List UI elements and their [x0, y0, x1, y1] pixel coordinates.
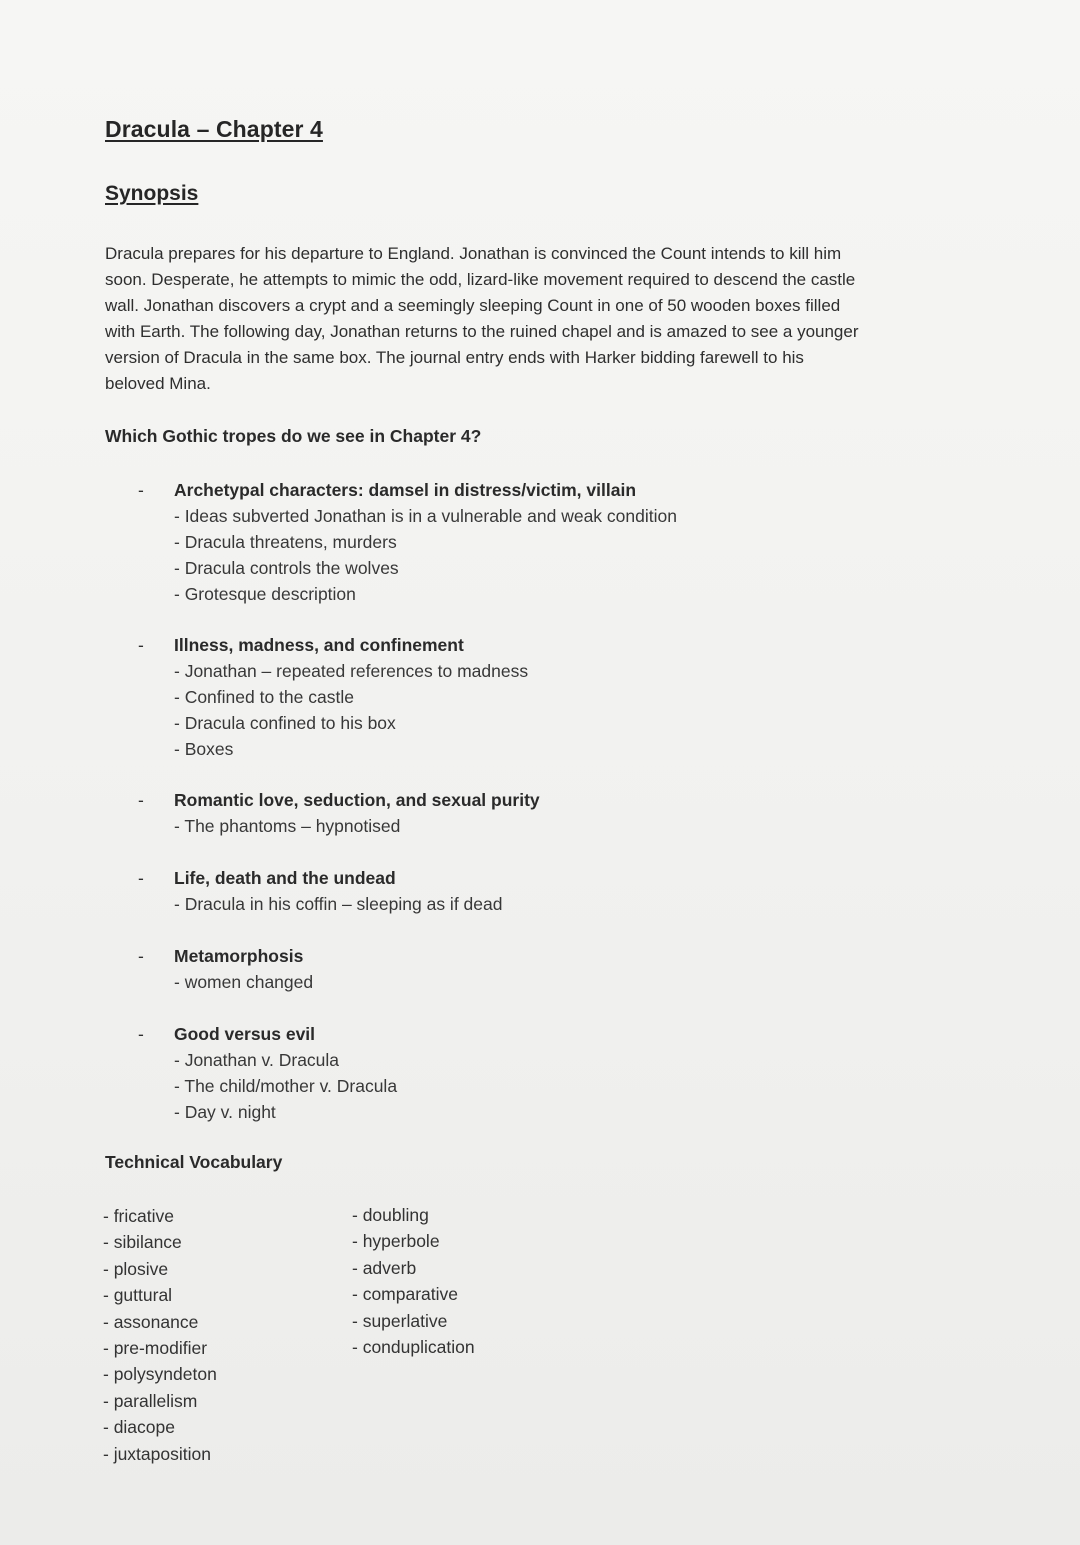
trope-point: - Dracula controls the wolves — [174, 558, 399, 578]
vocabulary-item: - adverb — [352, 1257, 417, 1278]
trope-item — [138, 787, 540, 839]
trope-point: - Ideas subverted Jonathan is in a vulnerable and weak condition — [174, 506, 677, 526]
trope-heading: Life, death and the undead — [174, 868, 396, 888]
vocabulary-item: - assonance — [103, 1311, 199, 1332]
bullet-dash: - — [138, 868, 144, 888]
trope-heading: Archetypal characters: damsel in distress/victim, villain — [174, 480, 637, 500]
synopsis-line: version of Dracula in the same box. The journal entry ends with Harker bidding farewell to his — [105, 348, 804, 367]
synopsis-paragraph — [105, 241, 975, 397]
trope-point: - The child/mother v. Dracula — [174, 1076, 398, 1096]
vocabulary-list-left — [103, 1203, 217, 1467]
synopsis-line: with Earth. The following day, Jonathan returns to the ruined chapel and is amazed to see a younger — [105, 322, 859, 341]
bullet-dash: - — [138, 1024, 144, 1044]
bullet-dash: - — [138, 480, 144, 500]
vocabulary-item: - plosive — [103, 1258, 169, 1279]
bullet-dash: - — [138, 790, 144, 810]
vocabulary-item: - fricative — [103, 1206, 174, 1226]
vocabulary-item: - hyperbole — [352, 1231, 440, 1252]
synopsis-line: beloved Mina. — [105, 374, 211, 393]
trope-heading: Illness, madness, and confinement — [174, 635, 464, 655]
bullet-dash: - — [138, 946, 144, 966]
vocabulary-list-right — [352, 1202, 475, 1360]
vocabulary-heading: Technical Vocabulary — [105, 1152, 283, 1172]
synopsis-line: Dracula prepares for his departure to England. Jonathan is convinced the Count intends to kill him — [105, 244, 842, 263]
synopsis-heading: Synopsis — [105, 182, 199, 205]
trope-point: - Jonathan – repeated references to madness — [174, 661, 529, 681]
trope-point: - Confined to the castle — [174, 687, 354, 707]
page-title: Dracula – Chapter 4 — [105, 116, 323, 142]
trope-heading: Metamorphosis — [174, 946, 304, 966]
vocabulary-item: - polysyndeton — [103, 1364, 217, 1385]
trope-point: - women changed — [174, 972, 314, 992]
vocabulary-item: - sibilance — [103, 1232, 182, 1253]
vocabulary-item: - conduplication — [352, 1337, 475, 1358]
synopsis-line: wall. Jonathan discovers a crypt and a seemingly sleeping Count in one of 50 wooden boxes filled — [105, 296, 841, 315]
trope-point: - The phantoms – hypnotised — [174, 816, 401, 836]
synopsis-line: soon. Desperate, he attempts to mimic the odd, lizard-like movement required to descend the castle — [105, 270, 856, 289]
trope-heading: Good versus evil — [174, 1024, 316, 1044]
trope-point: - Boxes — [174, 739, 234, 759]
trope-item — [138, 943, 313, 995]
trope-point: - Dracula in his coffin – sleeping as if dead — [174, 894, 503, 914]
trope-point: - Grotesque description — [174, 584, 356, 604]
trope-point: - Day v. night — [174, 1102, 276, 1122]
trope-heading: Romantic love, seduction, and sexual purity — [174, 790, 540, 810]
vocabulary-item: - juxtaposition — [103, 1443, 211, 1464]
tropes-question-heading: Which Gothic tropes do we see in Chapter 4? — [105, 426, 482, 446]
vocabulary-item: - comparative — [352, 1284, 459, 1305]
trope-item — [138, 1021, 397, 1125]
vocabulary-item: - parallelism — [103, 1390, 198, 1411]
trope-item — [138, 865, 502, 917]
vocabulary-item: - superlative — [352, 1310, 448, 1331]
trope-point: - Dracula confined to his box — [174, 713, 396, 733]
vocabulary-item: - doubling — [352, 1205, 429, 1225]
bullet-dash: - — [138, 635, 144, 655]
trope-item — [138, 632, 528, 762]
vocabulary-item: - pre-modifier — [103, 1338, 208, 1359]
vocabulary-item: - diacope — [103, 1417, 175, 1438]
vocabulary-item: - guttural — [103, 1285, 173, 1306]
trope-point: - Jonathan v. Dracula — [174, 1050, 340, 1070]
trope-point: - Dracula threatens, murders — [174, 532, 397, 552]
trope-item — [138, 477, 677, 607]
